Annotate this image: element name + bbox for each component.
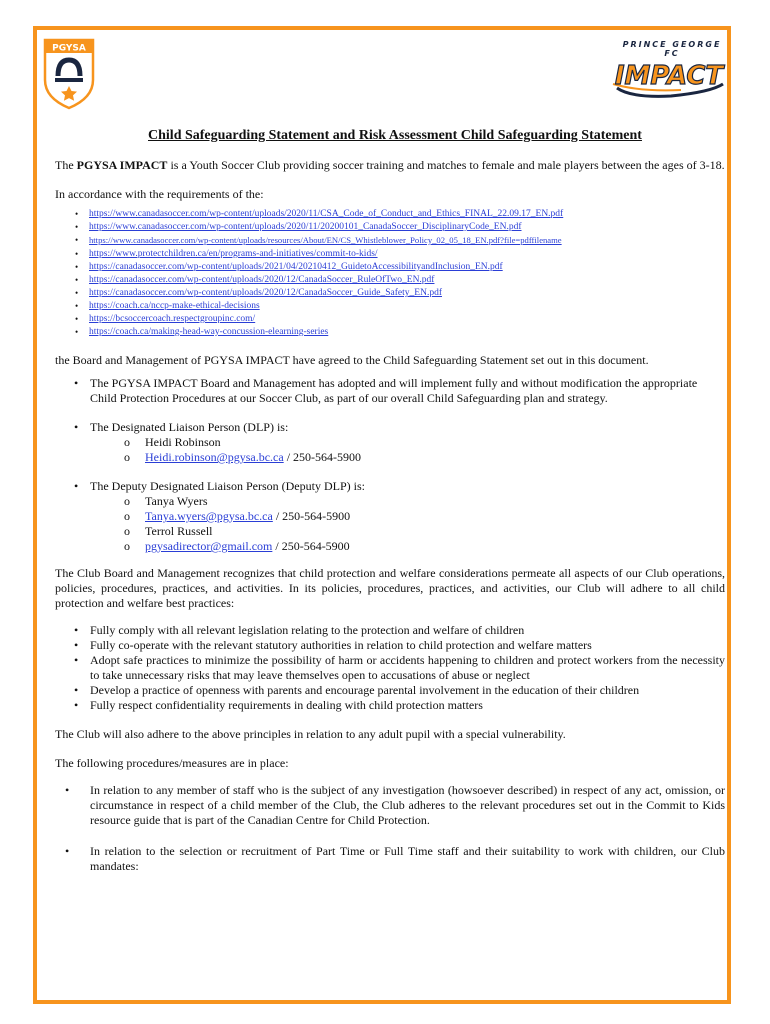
deputy1-email-link[interactable]: Tanya.wyers@pgysa.bc.ca <box>145 509 273 523</box>
deputy-contact-list <box>90 494 725 554</box>
document-body <box>55 128 725 890</box>
requirement-link[interactable]: https://canadasoccer.com/wp-content/uploads/2020/12/CanadaSoccer_RuleOfTwo_EN.pdf <box>89 275 435 285</box>
list-item: • https://bcsoccercoach.respectgroupinc.com/ <box>75 314 256 324</box>
list-item: o Tanya Wyers <box>124 494 208 508</box>
impact-logo <box>611 40 727 104</box>
requirement-link[interactable]: https://bcsoccercoach.respectgroupinc.com/ <box>89 314 256 324</box>
intro-rest: is a Youth Soccer Club providing soccer training and matches to female and male players between the ages of 3-18. <box>167 158 725 172</box>
dlp-name: Heidi Robinson <box>145 435 221 449</box>
practice-text: Fully co-operate with the relevant statutory authorities in relation to child protection and welfare matters <box>90 638 592 652</box>
list-item: • In relation to any member of staff who is the subject of any investigation (howsoever described) in respect of any act, omission, or circumstance in respect of a child member of the Club, the Club adheres to the relevant procedures set out in the Commit to Kids resource guide that is part of the Canadian Centre for Child Protection. <box>65 783 725 827</box>
pgysa-logo-text: PGYSA <box>52 43 86 54</box>
list-item: • https://canadasoccer.com/wp-content/uploads/2020/12/CanadaSoccer_Guide_Safety_EN.pdf <box>75 288 442 298</box>
list-item: • In relation to the selection or recruitment of Part Time or Full Time staff and their suitability to work with children, our Club mandates: <box>65 844 725 873</box>
list-item: • Fully comply with all relevant legislation relating to the protection and welfare of children <box>74 623 525 637</box>
deputy2-name: Terrol Russell <box>145 524 213 538</box>
requirement-link[interactable]: https://www.canadasoccer.com/wp-content/uploads/resources/About/EN/CS_Whistleblower_Policy_02_05_18_EN.pdf?file=pdffilename <box>89 235 562 245</box>
deputy1-name: Tanya Wyers <box>145 494 208 508</box>
list-item: • https://canadasoccer.com/wp-content/uploads/2021/04/20210412_GuidetoAccessibilityandInclusion_EN.pdf <box>75 262 503 272</box>
list-item: o pgysadirector@gmail.com / 250-564-5900 <box>124 539 350 553</box>
best-practices-list <box>55 623 725 713</box>
procedure-text: In relation to the selection or recruitment of Part Time or Full Time staff and their suitability to work with children, our Club mandates: <box>90 844 725 873</box>
list-item: o Heidi.robinson@pgysa.bc.ca / 250-564-5900 <box>124 450 362 464</box>
statement-list <box>55 376 725 554</box>
list-item: • Fully co-operate with the relevant statutory authorities in relation to child protection and welfare matters <box>74 638 592 652</box>
requirement-link[interactable]: https://www.canadasoccer.com/wp-content/uploads/2020/11/20200101_CanadaSoccer_DisciplinaryCode_EN.pdf <box>89 222 522 232</box>
board-agreed-paragraph: the Board and Management of PGYSA IMPACT have agreed to the Child Safeguarding Statement set out in this document. <box>55 353 649 367</box>
deputy2-phone: / 250-564-5900 <box>272 539 350 553</box>
list-item: • Fully respect confidentiality requirements in dealing with child protection matters <box>74 698 483 712</box>
list-item: • The Designated Liaison Person (DLP) is: o Heidi Robinson o Heidi.robinson@pgysa.bc.ca / 250-564-5900 <box>55 420 725 465</box>
list-item: • https://www.canadasoccer.com/wp-content/uploads/2020/11/20200101_CanadaSoccer_DisciplinaryCode_EN.pdf <box>75 222 522 232</box>
deputy2-email-link[interactable]: pgysadirector@gmail.com <box>145 539 273 553</box>
deputy1-phone: / 250-564-5900 <box>272 509 351 523</box>
list-item: o Tanya.wyers@pgysa.bc.ca / 250-564-5900 <box>124 509 351 523</box>
list-item: o Terrol Russell <box>124 524 213 538</box>
list-item: • https://www.canadasoccer.com/wp-content/uploads/2020/11/CSA_Code_of_Conduct_and_Ethics_FINAL_22.09.17_EN.pdf <box>75 209 564 219</box>
document-title: Child Safeguarding Statement and Risk Assessment Child Safeguarding Statement <box>148 128 642 143</box>
list-item: • The Deputy Designated Liaison Person (Deputy DLP) is: o Tanya Wyers o Tanya.wyers@pgysa.bc.ca / 250-564-5900 o Terrol Russell o pgysadirector@gmail.com / 250-564-5900 <box>55 479 725 554</box>
list-item: • https://coach.ca/nccp-make-ethical-decisions <box>75 301 260 311</box>
list-item: • https://canadasoccer.com/wp-content/uploads/2020/12/CanadaSoccer_RuleOfTwo_EN.pdf <box>75 275 435 285</box>
requirement-link[interactable]: https://www.protectchildren.ca/en/programs-and-initiatives/commit-to-kids/ <box>89 249 378 259</box>
requirement-link[interactable]: https://coach.ca/nccp-make-ethical-decisions <box>89 301 260 311</box>
intro-paragraph <box>55 158 725 173</box>
practice-text: Fully comply with all relevant legislation relating to the protection and welfare of children <box>90 623 525 637</box>
requirement-link[interactable]: https://coach.ca/making-head-way-concussion-elearning-series <box>89 327 329 337</box>
deputy-dlp-label: The Deputy Designated Liaison Person (Deputy DLP) is: <box>90 479 365 493</box>
list-item: o Heidi Robinson <box>124 435 221 449</box>
procedures-lead: The following procedures/measures are in place: <box>55 756 289 770</box>
impact-logo-text: IMPACT <box>614 61 724 91</box>
requirement-link[interactable]: https://canadasoccer.com/wp-content/uploads/2020/12/CanadaSoccer_Guide_Safety_EN.pdf <box>89 288 442 298</box>
dlp-phone: / 250-564-5900 <box>283 450 362 464</box>
intro-prefix: The <box>55 158 77 172</box>
procedures-list <box>55 783 725 874</box>
practice-text: Develop a practice of openness with parents and encourage parental involvement in the education of their children <box>90 683 640 697</box>
procedure-text: In relation to any member of staff who is the subject of any investigation (howsoever described) in respect of any act, omission, or circumstance in respect of a child member of the Club, the Club adheres to the relevant procedures set out in the Commit to Kids resource guide that is part of the Canadian Centre for Child Protection. <box>90 783 725 827</box>
requirement-link[interactable]: https://www.canadasoccer.com/wp-content/uploads/2020/11/CSA_Code_of_Conduct_and_Ethics_FINAL_22.09.17_EN.pdf <box>89 209 564 219</box>
list-item: • https://www.canadasoccer.com/wp-content/uploads/resources/About/EN/CS_Whistleblower_Policy_02_05_18_EN.pdf?file=pdffilename <box>75 235 562 245</box>
dlp-contact-list <box>90 435 725 465</box>
adult-pupil-paragraph: The Club will also adhere to the above principles in relation to any adult pupil with a special vulnerability. <box>55 727 566 741</box>
requirements-lead: In accordance with the requirements of the: <box>55 187 264 201</box>
list-item: • Adopt safe practices to minimize the possibility of harm or accidents happening to children and protect workers from the necessity to take unnecessary risks that may leave themselves open to accusations of abuse or neglect <box>74 653 725 682</box>
dlp-label: The Designated Liaison Person (DLP) is: <box>90 420 289 434</box>
list-item: • https://coach.ca/making-head-way-concussion-elearning-series <box>75 327 329 337</box>
impact-logo-top-text: PRINCE GEORGE FC <box>622 40 722 58</box>
requirements-link-list <box>55 208 725 339</box>
recognizes-paragraph: The Club Board and Management recognizes that child protection and welfare considerations permeate all aspects of our Club operations, policies, procedures, practices, and activities. In its policies, procedures, practices, and activities, our Club will adhere to all child protection and welfare best practices: <box>55 566 725 610</box>
list-item: • Develop a practice of openness with parents and encourage parental involvement in the education of their children <box>74 683 640 697</box>
practice-text: Fully respect confidentiality requirements in dealing with child protection matters <box>90 698 483 712</box>
dlp-email-link[interactable]: Heidi.robinson@pgysa.bc.ca <box>145 450 284 464</box>
pgysa-logo <box>41 36 97 110</box>
requirement-link[interactable]: https://canadasoccer.com/wp-content/uploads/2021/04/20210412_GuidetoAccessibilityandInclusion_EN.pdf <box>89 262 503 272</box>
practice-text: Adopt safe practices to minimize the possibility of harm or accidents happening to children and protect workers from the necessity to take unnecessary risks that may leave themselves open to accusations of abuse or neglect <box>90 653 725 682</box>
adoption-statement: The PGYSA IMPACT Board and Management has adopted and will implement fully and without modification the appropriate Child Protection Procedures at our Soccer Club, as part of our overall Child Safeguarding plan and strategy. <box>90 376 698 405</box>
list-item: • The PGYSA IMPACT Board and Management has adopted and will implement fully and without modification the appropriate Child Protection Procedures at our Soccer Club, as part of our overall Child Safeguarding plan and strategy. <box>74 376 698 405</box>
intro-club-name: PGYSA IMPACT <box>76 158 168 172</box>
list-item: • https://www.protectchildren.ca/en/programs-and-initiatives/commit-to-kids/ <box>75 249 378 259</box>
